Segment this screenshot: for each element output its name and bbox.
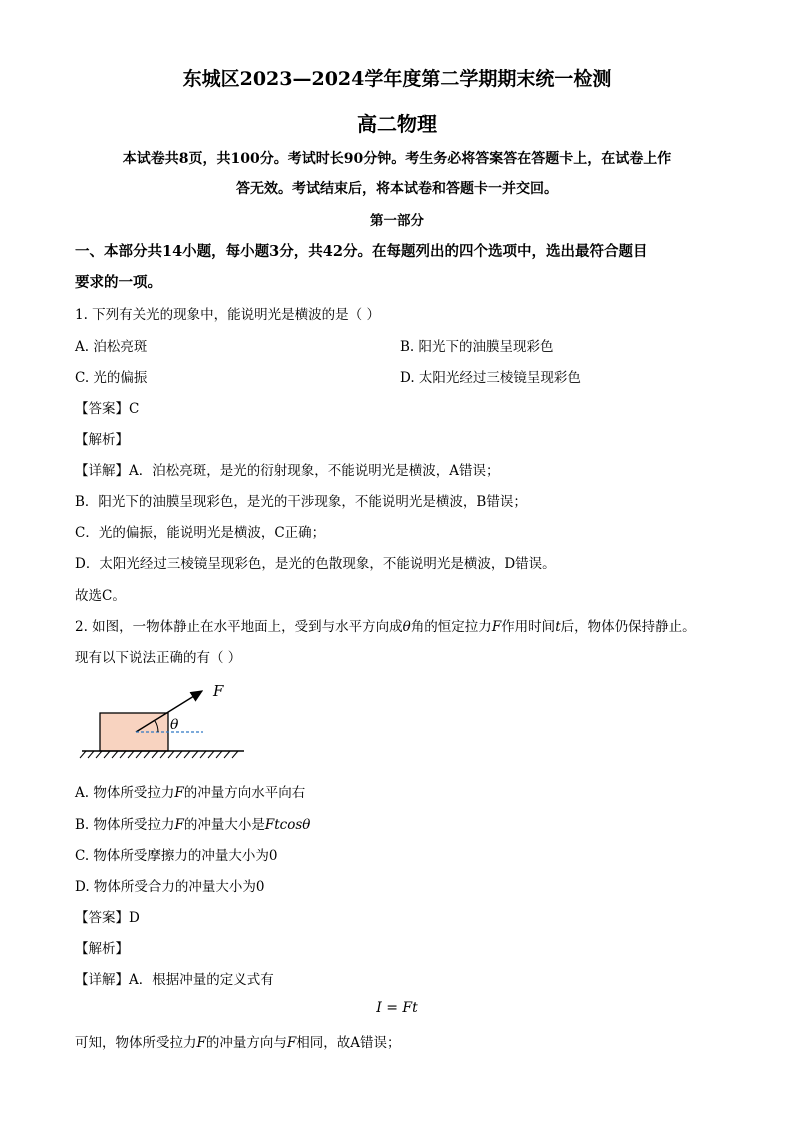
q1-conclusion: 故选C。 <box>75 588 126 604</box>
notice-line-2: 答无效。考试结束后，将本试卷和答题卡一并交回。 <box>236 181 558 197</box>
q2-last-F-1: F <box>196 1035 206 1051</box>
q2-last-F-2: F <box>286 1035 297 1051</box>
notice-line-1: 本试卷共8页，共100分。考试时长90分钟。考生务必将答案答在答题卡上，在试卷上作 <box>122 151 672 167</box>
q2-last-part-b: 的冲量方向与 <box>205 1035 287 1051</box>
section-instruction-1: 一、本部分共14小题，每小题3分，共42分。在每题列出的四个选项中，选出最符合题目 <box>75 243 648 260</box>
q1-stem: 1. 下列有关光的现象中，能说明光是横波的是（ ） <box>75 307 380 323</box>
q2-stem-part-d: 后，物体仍保持静止。 <box>560 619 696 635</box>
q2-answer: 【答案】D <box>75 910 140 926</box>
q2-option-b-part-a: B. 物体所受拉力 <box>75 817 175 833</box>
q1-analysis-label: 【解析】 <box>75 432 129 448</box>
q2-option-b-part-b: 的冲量大小是 <box>183 817 265 833</box>
q1-option-c: C. 光的偏振 <box>75 370 148 386</box>
exam-title: 东城区2023—2024学年度第二学期期末统一检测 <box>182 68 612 90</box>
q1-option-b: B. 阳光下的油膜呈现彩色 <box>400 339 554 355</box>
q2-option-a-part-b: 的冲量方向水平向右 <box>183 785 306 801</box>
force-label: F <box>213 682 224 700</box>
q2-last-part-c: 相同，故A错误； <box>296 1035 401 1051</box>
q2-detail-a-conclusion <box>75 1031 401 1051</box>
q2-formula: I = Ft <box>376 1000 418 1016</box>
ground-hatching <box>80 751 238 758</box>
q2-stem-part-a: 2. 如图，一物体静止在水平地面上，受到与水平方向成 <box>75 619 403 635</box>
q1-option-d: D. 太阳光经过三棱镜呈现彩色 <box>400 370 581 386</box>
q2-option-d: D. 物体所受合力的冲量大小为0 <box>75 879 265 895</box>
q2-option-a <box>75 781 305 801</box>
q2-detail-a: 【详解】A．根据冲量的定义式有 <box>75 972 274 988</box>
q2-stem-line-2: 现有以下说法正确的有（ ） <box>75 650 242 666</box>
angle-label: θ <box>170 717 179 733</box>
q2-stem-t: t <box>555 619 561 635</box>
q2-option-a-part-a: A. 物体所受拉力 <box>75 785 175 801</box>
q2-figure <box>78 676 248 768</box>
q2-stem-F: F <box>491 619 502 635</box>
q2-option-b <box>75 813 310 833</box>
subject-title: 高二物理 <box>357 112 437 136</box>
q2-option-b-F: F <box>174 817 184 833</box>
q2-option-a-F: F <box>174 785 184 801</box>
q1-option-a: A. 泊松亮斑 <box>75 339 148 355</box>
q2-stem-line-1 <box>75 615 696 635</box>
q1-detail-d: D．太阳光经过三棱镜呈现彩色，是光的色散现象，不能说明光是横波，D错误。 <box>75 556 556 572</box>
q1-detail-c: C．光的偏振，能说明光是横波，C正确； <box>75 525 326 541</box>
q2-stem-part-b: 角的恒定拉力 <box>410 619 492 635</box>
section-instruction-2: 要求的一项。 <box>75 274 162 291</box>
q1-detail-b: B．阳光下的油膜呈现彩色，是光的干涉现象，不能说明光是横波，B错误； <box>75 494 527 510</box>
q1-detail-a: 【详解】A．泊松亮斑，是光的衍射现象，不能说明光是横波，A错误； <box>75 463 500 479</box>
part-heading: 第一部分 <box>370 213 424 229</box>
q2-stem-theta: θ <box>402 619 411 635</box>
q2-analysis-label: 【解析】 <box>75 941 129 957</box>
force-arrow <box>136 691 202 732</box>
q2-option-b-expression: Ftcosθ <box>264 817 311 833</box>
q1-answer: 【答案】C <box>75 401 140 417</box>
q2-last-part-a: 可知，物体所受拉力 <box>75 1035 197 1051</box>
q2-option-c: C. 物体所受摩擦力的冲量大小为0 <box>75 848 278 864</box>
q2-stem-part-c: 作用时间 <box>501 619 556 635</box>
